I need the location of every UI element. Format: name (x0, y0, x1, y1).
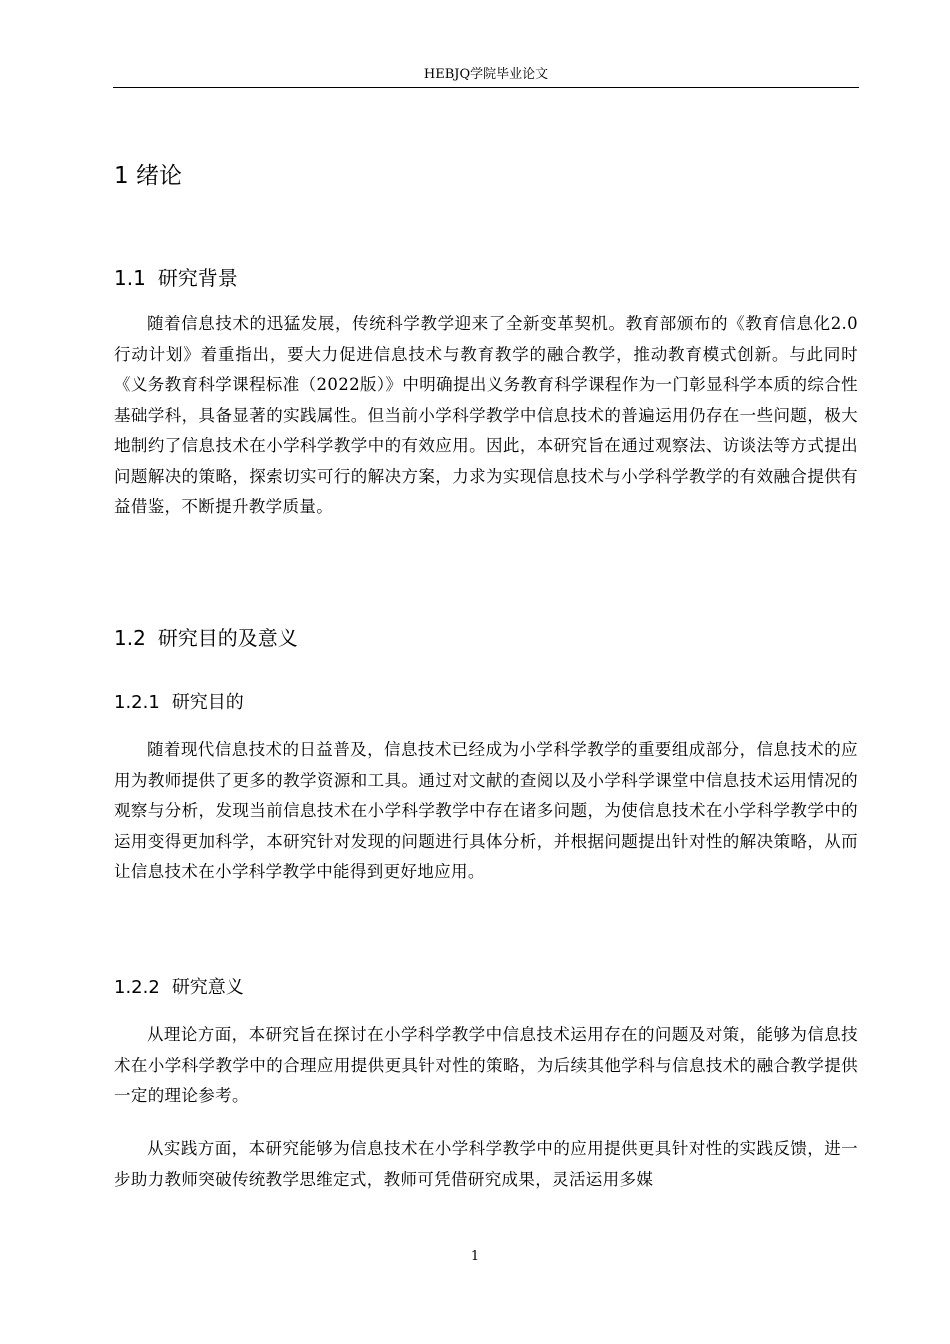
section-heading-1-2 (114, 623, 298, 653)
page-number: 1 (470, 1249, 480, 1264)
significance-paragraph-practice: 从实践方面，本研究能够为信息技术在小学科学教学中的应用提供更具针对性的实践反馈，进一步助力教师突破传统教学思维定式，教师可凭借研究成果，灵活运用多媒 (114, 1139, 858, 1189)
purpose-paragraph: 随着现代信息技术的日益普及，信息技术已经成为小学科学教学的重要组成部分，信息技术的应用为教师提供了更多的教学资源和工具。通过对文献的查阅以及小学科学课堂中信息技术运用情况的观察与分析，发现当前信息技术在小学科学教学中存在诸多问题，为使信息技术在小学科学教学中的运用变得更加科学，本研究针对发现的问题进行具体分析，并根据问题提出针对性的解决策略，从而让信息技术在小学科学教学中能得到更好地应用。 (114, 740, 858, 881)
chapter-title: 1 绪论 (114, 163, 182, 189)
subsection-number: 1.2.1 (114, 692, 160, 713)
subsection-title: 研究目的 (171, 692, 244, 713)
section-number: 1.2 (114, 626, 146, 650)
section-title: 研究背景 (157, 266, 238, 290)
page-header (113, 67, 859, 88)
section-title: 研究目的及意义 (157, 626, 298, 650)
subsection-heading-1-2-1 (114, 689, 244, 717)
subsection-title: 研究意义 (171, 977, 244, 998)
significance-paragraph-theory: 从理论方面，本研究旨在探讨在小学科学教学中信息技术运用存在的问题及对策，能够为信息技术在小学科学教学中的合理应用提供更具针对性的策略，为后续其他学科与信息技术的融合教学提供一定的理论参考。 (114, 1025, 858, 1105)
background-paragraph: 随着信息技术的迅猛发展，传统科学教学迎来了全新变革契机。教育部颁布的《教育信息化2.0行动计划》着重指出，要大力促进信息技术与教育教学的融合教学，推动教育模式创新。与此同时《义务教育科学课程标准（2022版）》中明确提出义务教育科学课程作为一门彰显科学本质的综合性基础学科，具备显著的实践属性。但当前小学科学教学中信息技术的普遍运用仍存在一些问题，极大地制约了信息技术在小学科学教学中的有效应用。因此，本研究旨在通过观察法、访谈法等方式提出问题解决的策略，探索切实可行的解决方案，力求为实现信息技术与小学科学教学的有效融合提供有益借鉴，不断提升教学质量。 (114, 314, 858, 516)
subsection-heading-1-2-2 (114, 974, 244, 1002)
subsection-number: 1.2.2 (114, 977, 160, 998)
header-title: HEBJQ学院毕业论文 (423, 67, 549, 82)
section-heading-1-1 (114, 263, 238, 293)
section-number: 1.1 (114, 266, 146, 290)
